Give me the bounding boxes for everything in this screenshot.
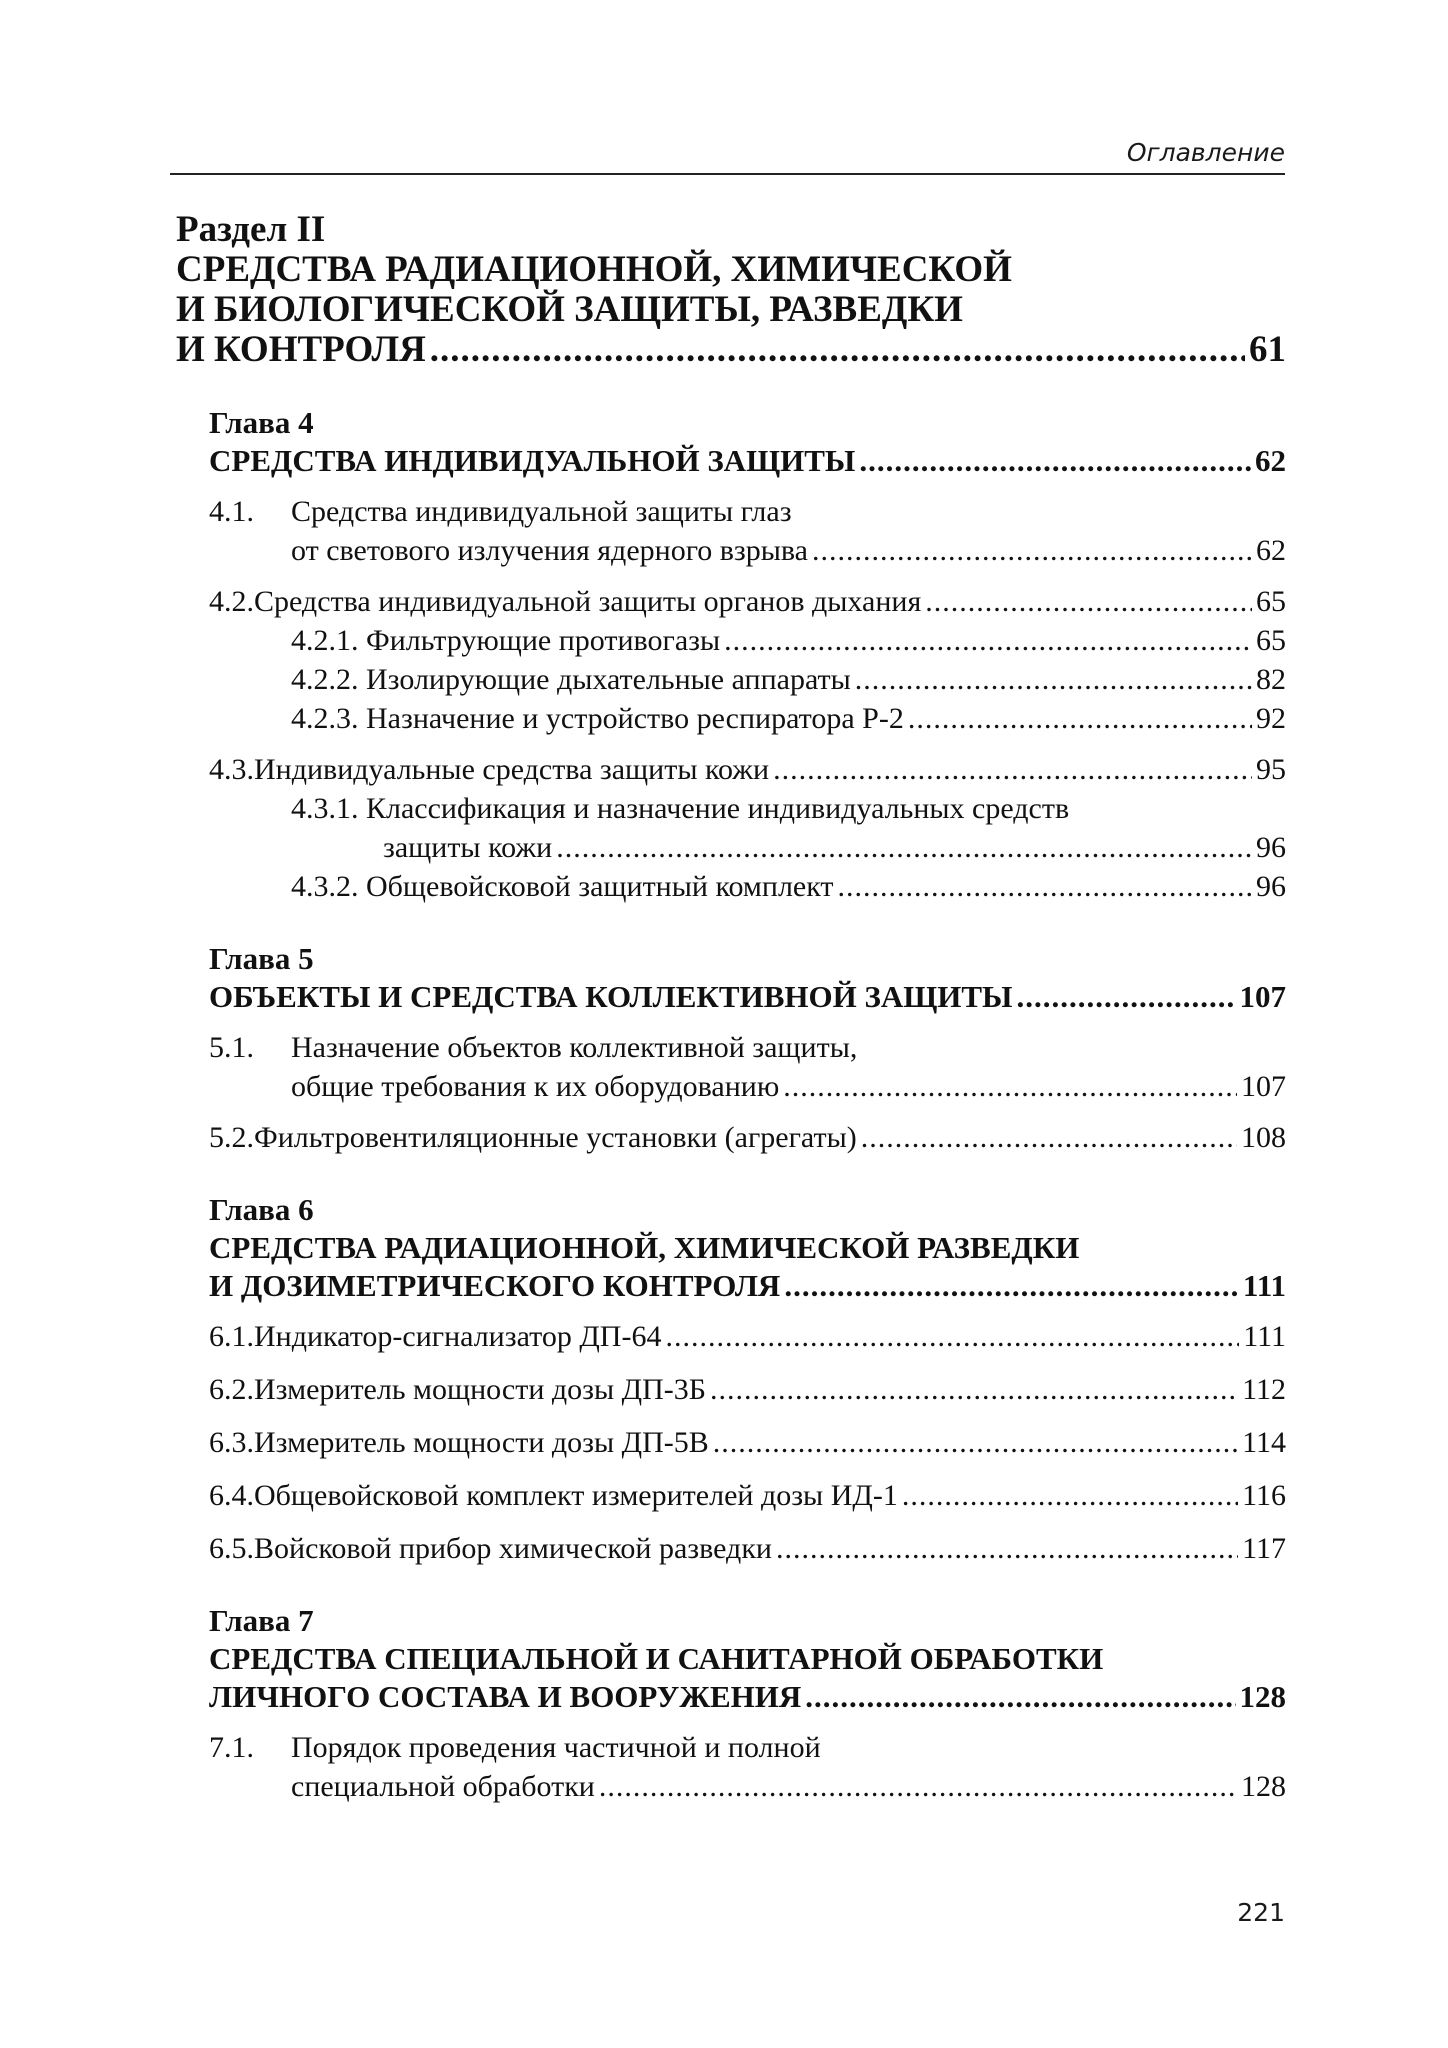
page-ref: 116 — [1242, 1479, 1286, 1512]
page-ref: 96 — [1256, 831, 1286, 864]
section-title-line — [176, 330, 1286, 370]
dot-leader — [784, 1267, 1239, 1305]
dot-leader — [713, 1423, 1238, 1462]
dot-leader — [838, 867, 1252, 906]
dot-leader — [556, 828, 1252, 867]
entry-text: Измеритель мощности дозы ДП-3Б — [254, 1373, 707, 1406]
toc-entry — [209, 1317, 1286, 1356]
dot-leader — [776, 1529, 1238, 1568]
page-ref: 62 — [1255, 443, 1286, 478]
dot-leader — [783, 1067, 1237, 1106]
chapter-title-line: СРЕДСТВА РАДИАЦИОННОЙ, ХИМИЧЕСКОЙ РАЗВЕДКИ — [209, 1230, 1080, 1265]
page-ref: 107 — [1239, 979, 1286, 1014]
chapter — [209, 1602, 1286, 1806]
entry-number: 6.4. — [209, 1479, 254, 1512]
toc-entry — [209, 1529, 1286, 1568]
toc-subentry-continuation — [209, 828, 1286, 867]
header-rule — [170, 173, 1285, 175]
toc-subentry — [209, 660, 1286, 699]
dot-leader — [805, 1678, 1235, 1716]
dot-leader — [1017, 978, 1236, 1016]
entry-text: Измеритель мощности дозы ДП-5В — [254, 1426, 709, 1459]
entry-text: Индивидуальные средства защиты кожи — [254, 753, 770, 786]
subentry-text: 4.2.2. Изолирующие дыхательные аппараты — [291, 663, 851, 696]
running-header: Оглавление — [1126, 138, 1285, 167]
entry-text: Порядок проведения частичной и полной — [291, 1731, 821, 1764]
dot-leader — [812, 531, 1252, 570]
toc-subentry — [209, 621, 1286, 660]
entry-number: 6.2. — [209, 1373, 254, 1406]
entry-text: Войсковой прибор химической разведки — [254, 1532, 772, 1565]
chapter-title-text: СРЕДСТВА ИНДИВИДУАЛЬНОЙ ЗАЩИТЫ — [209, 443, 856, 478]
page-ref: 65 — [1256, 624, 1286, 657]
toc-entry — [209, 1370, 1286, 1409]
dot-leader — [861, 1118, 1237, 1157]
page-ref: 92 — [1256, 702, 1286, 735]
entry-text: общие требования к их оборудованию — [291, 1070, 780, 1103]
subentry-text: 4.3.1. Классификация и назначение индивидуальных средств — [291, 792, 1070, 825]
entry-number: 7.1. — [209, 1731, 254, 1764]
entry-text: Фильтровентиляционные установки (агрегаты) — [254, 1121, 857, 1154]
chapter-title-line: СРЕДСТВА СПЕЦИАЛЬНОЙ И САНИТАРНОЙ ОБРАБОТКИ — [209, 1641, 1104, 1676]
entry-number: 4.1. — [209, 495, 254, 528]
dot-leader — [902, 1476, 1238, 1515]
section-title-text: И КОНТРОЛЯ — [176, 329, 426, 370]
chapter-label: Глава 4 — [209, 405, 314, 440]
dot-leader — [773, 750, 1252, 789]
subentry-text: защиты кожи — [383, 831, 553, 864]
subentry-text: 4.2.1. Фильтрующие противогазы — [291, 624, 721, 657]
entry-text: Назначение объектов коллективной защиты, — [291, 1031, 858, 1064]
toc-entry — [209, 1476, 1286, 1515]
chapter-label: Глава 7 — [209, 1603, 314, 1638]
subentry-text: 4.2.3. Назначение и устройство респиратора Р-2 — [291, 702, 904, 735]
page-ref: 114 — [1242, 1426, 1286, 1459]
page-ref: 108 — [1241, 1121, 1286, 1154]
entry-text: от светового излучения ядерного взрыва — [291, 534, 809, 567]
section-title-line: И БИОЛОГИЧЕСКОЙ ЗАЩИТЫ, РАЗВЕДКИ — [176, 289, 963, 330]
dot-leader — [665, 1317, 1239, 1356]
entry-number: 4.2. — [209, 585, 254, 618]
page-ref: 107 — [1241, 1070, 1286, 1103]
dot-leader — [710, 1370, 1238, 1409]
subentry-text: 4.3.2. Общевойсковой защитный комплект — [291, 870, 834, 903]
entry-text: Средства индивидуальной защиты глаз — [291, 495, 792, 528]
dot-leader — [430, 330, 1245, 370]
chapter-title-line — [209, 1267, 1286, 1305]
chapter-title-text: ОБЪЕКТЫ И СРЕДСТВА КОЛЛЕКТИВНОЙ ЗАЩИТЫ — [209, 979, 1013, 1014]
toc-subentry — [209, 699, 1286, 738]
entry-text: Индикатор-сигнализатор ДП-64 — [254, 1320, 662, 1353]
dot-leader — [724, 621, 1252, 660]
page-ref: 128 — [1239, 1679, 1286, 1714]
toc-entry — [209, 582, 1286, 738]
toc-entry — [209, 1118, 1286, 1157]
entry-text: специальной обработки — [291, 1770, 595, 1803]
chapter-title-line — [209, 978, 1286, 1016]
entry-number: 6.3. — [209, 1426, 254, 1459]
toc-subentry — [209, 867, 1286, 906]
dot-leader — [859, 442, 1251, 480]
chapter-title-text: И ДОЗИМЕТРИЧЕСКОГО КОНТРОЛЯ — [209, 1268, 781, 1303]
chapter — [209, 940, 1286, 1157]
chapter-label: Глава 5 — [209, 941, 314, 976]
page-ref: 128 — [1241, 1770, 1286, 1803]
entry-number: 6.1. — [209, 1320, 254, 1353]
chapter — [209, 404, 1286, 906]
entry-number: 4.3. — [209, 753, 254, 786]
toc-subentry — [209, 789, 1286, 828]
toc-entry — [209, 750, 1286, 906]
chapter-title-text: ЛИЧНОГО СОСТАВА И ВООРУЖЕНИЯ — [209, 1679, 802, 1714]
page-ref: 111 — [1242, 1268, 1286, 1303]
chapter — [209, 1191, 1286, 1568]
toc-entry — [209, 492, 1286, 570]
chapter-title-line — [209, 442, 1286, 480]
toc-entry — [209, 1028, 1286, 1106]
table-of-contents — [176, 210, 1286, 1818]
page-ref: 82 — [1256, 663, 1286, 696]
toc-entry — [209, 1728, 1286, 1806]
entry-number: 6.5. — [209, 1532, 254, 1565]
dot-leader — [855, 660, 1252, 699]
section-heading — [176, 210, 1286, 370]
toc-entry — [209, 1423, 1286, 1462]
section-title-line: СРЕДСТВА РАДИАЦИОННОЙ, ХИМИЧЕСКОЙ — [176, 249, 1012, 290]
chapter-title-line — [209, 1678, 1286, 1716]
page-ref: 61 — [1249, 329, 1286, 370]
page-ref: 112 — [1242, 1373, 1286, 1406]
page-ref: 111 — [1243, 1320, 1286, 1353]
section-label: Раздел II — [176, 209, 326, 250]
page-ref: 62 — [1256, 534, 1286, 567]
chapter-label: Глава 6 — [209, 1192, 314, 1227]
page-ref: 95 — [1256, 753, 1286, 786]
entry-number: 5.1. — [209, 1031, 254, 1064]
entry-text: Средства индивидуальной защиты органов дыхания — [254, 585, 922, 618]
page-ref: 96 — [1256, 870, 1286, 903]
page-number: 221 — [1237, 1898, 1285, 1927]
dot-leader — [599, 1767, 1237, 1806]
entry-text: Общевойсковой комплект измерителей дозы ИД-1 — [254, 1479, 898, 1512]
dot-leader — [908, 699, 1252, 738]
page-ref: 65 — [1256, 585, 1286, 618]
entry-number: 5.2. — [209, 1121, 254, 1154]
page-ref: 117 — [1242, 1532, 1286, 1565]
dot-leader — [925, 582, 1252, 621]
